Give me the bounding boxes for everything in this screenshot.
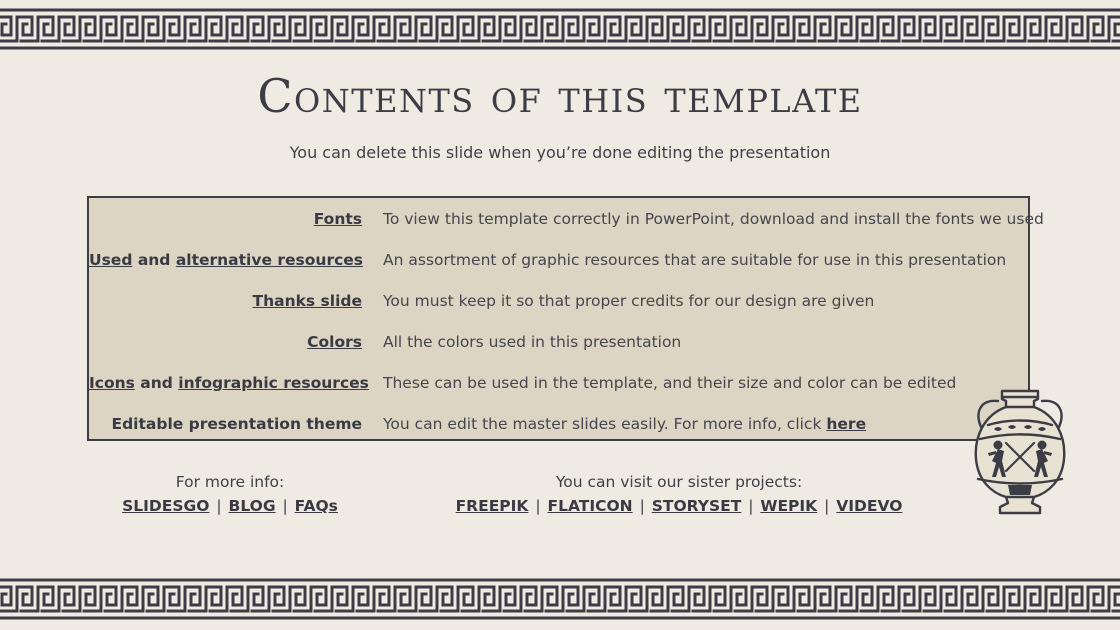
table-row bbox=[89, 199, 1044, 240]
sister-projects-block bbox=[450, 470, 908, 518]
row-label-part[interactable]: infographic resources bbox=[178, 374, 369, 392]
row-label-part[interactable]: Thanks slide bbox=[252, 292, 362, 310]
more-info-block bbox=[110, 470, 350, 518]
faqs-link[interactable]: FAQs bbox=[294, 497, 338, 515]
greek-key-border-bottom bbox=[0, 578, 1120, 620]
here-link[interactable]: here bbox=[826, 415, 867, 433]
table-row bbox=[89, 281, 1028, 322]
row-label-part[interactable]: Colors bbox=[307, 333, 362, 351]
sister-projects-links bbox=[450, 494, 908, 518]
row-label-part: Editable presentation theme bbox=[111, 415, 362, 433]
table-row bbox=[89, 322, 1028, 363]
row-description-text: You can edit the master slides easily. For more info, click bbox=[383, 415, 827, 433]
link-separator: | bbox=[211, 497, 227, 515]
row-description: An assortment of graphic resources that are suitable for use in this presentation bbox=[383, 251, 1007, 269]
table-row bbox=[89, 240, 1028, 281]
row-description bbox=[383, 404, 1023, 445]
greek-amphora-vase-icon bbox=[968, 385, 1072, 517]
row-label-part[interactable]: Fonts bbox=[313, 210, 362, 228]
slidesgo-link[interactable]: SLIDESGO bbox=[122, 497, 210, 515]
flaticon-link[interactable]: FLATICON bbox=[547, 497, 633, 515]
row-description: These can be used in the template, and their size and color can be edited bbox=[383, 374, 957, 392]
more-info-label: For more info: bbox=[175, 473, 285, 491]
videvo-link[interactable]: VIDEVO bbox=[836, 497, 903, 515]
row-label[interactable] bbox=[89, 281, 362, 322]
freepik-link[interactable]: FREEPIK bbox=[455, 497, 529, 515]
slide-title: Contents of this template bbox=[257, 69, 863, 123]
table-row bbox=[89, 363, 1028, 404]
row-description: All the colors used in this presentation bbox=[383, 333, 682, 351]
row-label-part[interactable]: Icons bbox=[89, 374, 135, 392]
more-info-links bbox=[110, 494, 350, 518]
row-label-part: and bbox=[134, 374, 179, 392]
sister-projects-label: You can visit our sister projects: bbox=[555, 473, 803, 491]
row-label[interactable] bbox=[89, 363, 369, 404]
row-label[interactable] bbox=[89, 199, 362, 240]
row-description: You must keep it so that proper credits for our design are given bbox=[383, 292, 875, 310]
row-label[interactable] bbox=[89, 240, 362, 281]
greek-key-border-top bbox=[0, 8, 1120, 50]
wepik-link[interactable]: WEPIK bbox=[760, 497, 818, 515]
storyset-link[interactable]: STORYSET bbox=[651, 497, 742, 515]
link-separator: | bbox=[277, 497, 293, 515]
row-label-part[interactable]: Used bbox=[89, 251, 133, 269]
row-label-part[interactable]: alternative resources bbox=[175, 251, 364, 269]
link-separator: | bbox=[743, 497, 759, 515]
blog-link[interactable]: BLOG bbox=[228, 497, 276, 515]
contents-table bbox=[87, 196, 1044, 441]
table-row bbox=[89, 404, 1028, 445]
link-separator: | bbox=[819, 497, 835, 515]
link-separator: | bbox=[530, 497, 546, 515]
row-description: To view this template correctly in PowerPoint, download and install the fonts we used bbox=[383, 210, 1044, 228]
row-label[interactable] bbox=[89, 322, 362, 363]
slide-subtitle: You can delete this slide when you’re done editing the presentation bbox=[289, 143, 831, 162]
row-label-part: and bbox=[132, 251, 176, 269]
row-label bbox=[89, 404, 362, 445]
link-separator: | bbox=[634, 497, 650, 515]
